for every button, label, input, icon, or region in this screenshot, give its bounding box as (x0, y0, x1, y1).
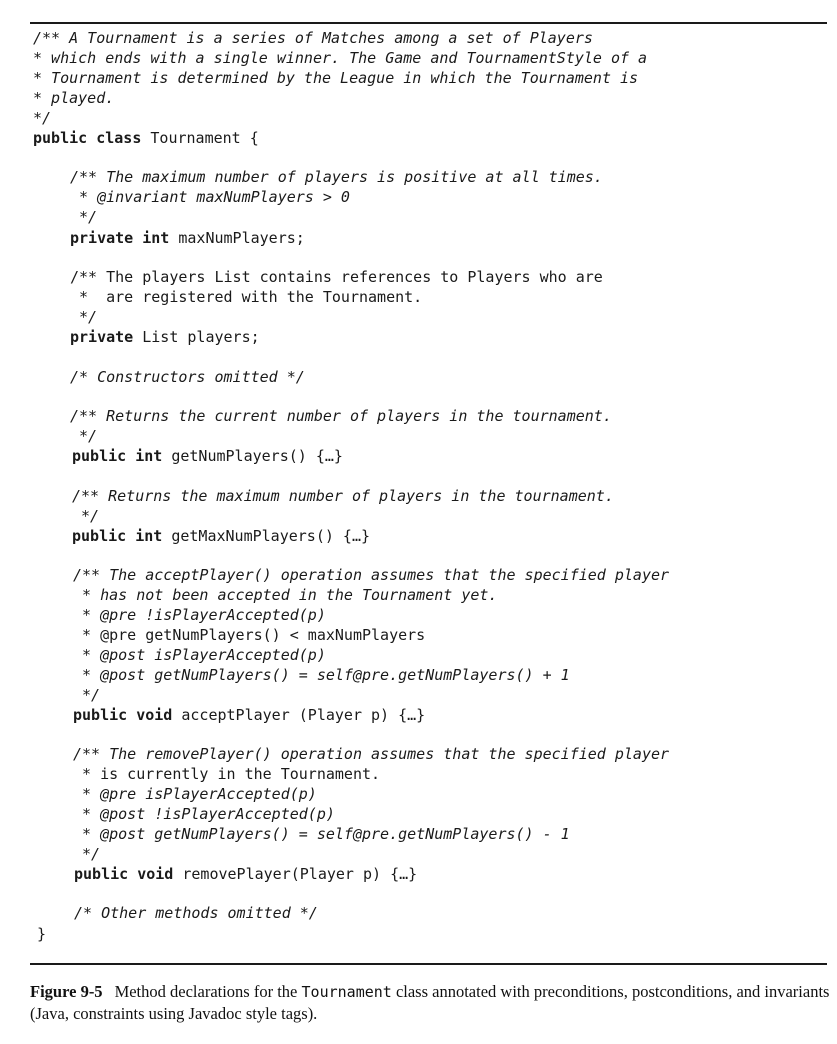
declaration-text: removePlayer(Player p) {…} (182, 865, 418, 883)
method-declaration (72, 526, 370, 546)
method-declaration (73, 705, 425, 725)
code-line: * @pre !isPlayerAccepted(p) (73, 606, 326, 624)
declaration-text: acceptPlayer (Player p) {…} (181, 706, 426, 724)
code-line: /** Returns the maximum number of players in the tournament. (72, 487, 614, 505)
keyword: public int (72, 527, 163, 545)
method-declaration (72, 446, 343, 466)
code-line: * are registered with the Tournament. (70, 288, 423, 306)
field-declaration (70, 327, 260, 347)
declaration-text: List players; (142, 328, 260, 346)
code-line: * @post getNumPlayers() = self@pre.getNumPlayers() + 1 (73, 666, 570, 684)
code-line: */ (70, 208, 98, 226)
declaration-text: maxNumPlayers; (178, 229, 305, 247)
code-line: /** The players List contains references to Players who are (70, 268, 603, 286)
code-line: /* Constructors omitted */ (70, 368, 305, 386)
keyword: public void (73, 706, 173, 724)
code-line: * @invariant maxNumPlayers > 0 (70, 188, 350, 206)
code-line: */ (73, 845, 101, 863)
code-line: */ (73, 686, 101, 704)
keyword: public void (74, 865, 174, 883)
code-line: * @pre getNumPlayers() < maxNumPlayers (73, 626, 426, 644)
code-line: */ (70, 427, 98, 445)
code-line: * played. (33, 89, 115, 107)
bottom-rule (30, 963, 827, 965)
code-line: * has not been accepted in the Tournament yet. (73, 586, 498, 604)
keyword: public int (72, 447, 163, 465)
code-line: * @post getNumPlayers() = self@pre.getNumPlayers() - 1 (73, 825, 570, 843)
code-line: /* Other methods omitted */ (74, 904, 318, 922)
code-line: * Tournament is determined by the League in which the Tournament is (33, 69, 639, 87)
field-declaration (70, 228, 305, 248)
caption-class-name: Tournament (301, 983, 392, 1001)
code-line: /** A Tournament is a series of Matches among a set of Players (33, 29, 593, 47)
keyword: public class (33, 129, 142, 147)
keyword: private int (70, 229, 170, 247)
class-name: Tournament { (150, 129, 259, 147)
code-line: /** The acceptPlayer() operation assumes that the specified player (73, 566, 670, 584)
method-declaration (74, 864, 417, 884)
caption-text: class annotated with preconditions, postconditions, and invariants (Java, constraints using Javadoc style tags). (30, 982, 830, 1023)
code-line: * is currently in the Tournament. (73, 765, 381, 783)
code-line: * @post !isPlayerAccepted(p) (73, 805, 335, 823)
code-line: /** The removePlayer() operation assumes that the specified player (73, 745, 670, 763)
declaration-text: getNumPlayers() {…} (171, 447, 343, 465)
code-line: */ (33, 109, 52, 127)
code-line: /** The maximum number of players is positive at all times. (70, 168, 603, 186)
class-declaration (33, 128, 259, 148)
keyword: private (70, 328, 134, 346)
closing-brace: } (37, 925, 47, 943)
code-line: * which ends with a single winner. The Game and TournamentStyle of a (33, 49, 648, 67)
declaration-text: getMaxNumPlayers() {…} (171, 527, 371, 545)
figure-caption (30, 981, 830, 1025)
code-line: * @pre isPlayerAccepted(p) (73, 785, 317, 803)
caption-text: Method declarations for the (114, 982, 302, 1001)
code-line: /** Returns the current number of players in the tournament. (70, 407, 612, 425)
figure-label: Figure 9-5 (30, 982, 103, 1001)
code-line: */ (72, 507, 100, 525)
code-line: */ (70, 308, 98, 326)
code-line: * @post isPlayerAccepted(p) (73, 646, 326, 664)
